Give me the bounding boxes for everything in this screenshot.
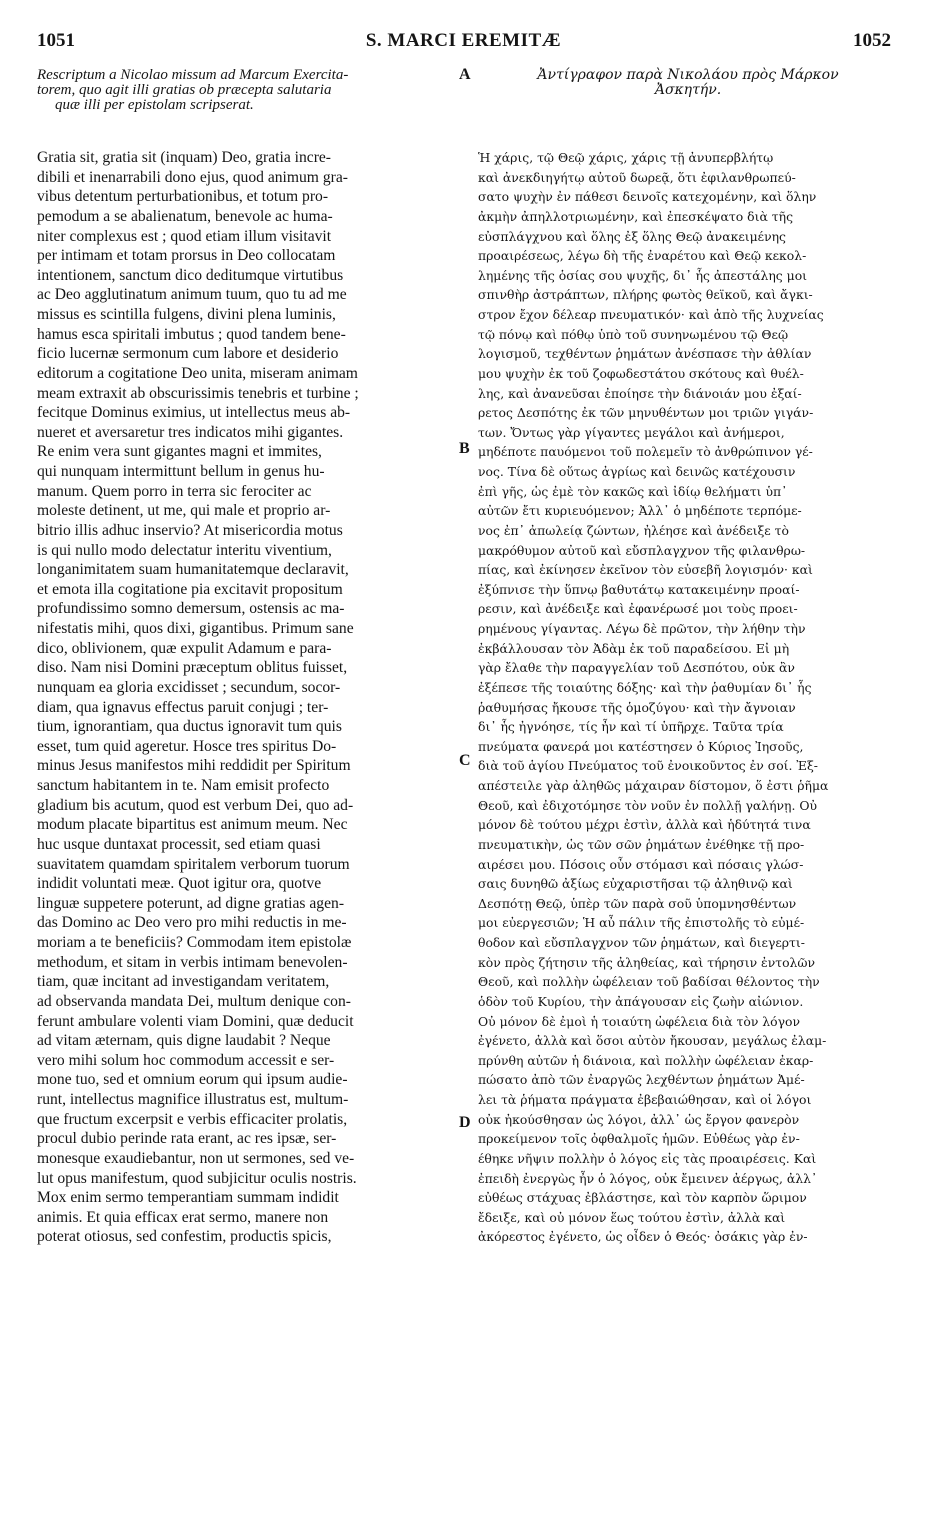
margin-marker-c: C [459,752,471,769]
greek-text-line: κὸν πρὸς ζήτησιν τῆς ἀληθείας, καὶ τήρησιν ἐντολῶν [478,954,816,970]
latin-text-line: lut opus manifestum, quod subjicitur oculis nostris. [37,1169,357,1187]
greek-text-line: πνευματικὴν, ὡς τῶν σῶν ῥημάτων ἐνέθηκε τῇ προ- [478,836,805,852]
latin-text-line: procul dubio perinde rata erant, ac res ipsæ, ser- [37,1130,337,1148]
latin-text-line: vibus detentum perturbationibus, et totum pro- [37,188,329,206]
latin-text-line: dico, oblivionem, quæ expulit Adamum e para- [37,639,332,657]
greek-text-line: ἐκβάλλουσαν τὸν Ἀδὰμ ἐκ τοῦ παραδείσου. Εἰ μὴ [478,640,790,656]
greek-text-line: πώσατο ἀπὸ τῶν ἐναργῶς λεχθέντων ῥημάτων Ἀμέ- [478,1072,805,1088]
latin-heading-line: Rescriptum a Nicolao missum ad Marcum Exercita- [37,67,349,83]
latin-text-line: mone tuo, sed et omnium eorum qui ipsum audie- [37,1071,348,1089]
greek-text-line: σατο ψυχὴν ἐν πάθεσι δεινοῖς κατεχομένην, καὶ ὅλην [478,189,817,205]
margin-marker-a: A [459,66,471,83]
greek-text-line: σαις δυνηθῶ ἀξίως εὐχαριστῆσαι τῷ ἀληθινῷ καὶ [478,876,793,892]
latin-text-line: das Domino ac Deo vero pro mihi reductis in me- [37,914,347,932]
greek-text-line: θοδον καὶ εὔσπλαγχνον τῶν ῥημάτων, καὶ διεγερτι- [478,935,805,950]
greek-text-line: ἐπὶ γῆς, ὡς ἐμὲ τὸν κακῶς καὶ ἰδίῳ θελήματι ὑπ᾽ [478,483,788,499]
latin-text-line: diso. Nam nisi Domini præceptum oblitus fuisset, [37,659,348,677]
latin-text-line: per intimam et totam prorsus in Deo collocatam [37,247,336,265]
greek-text-line: Δεσπότῃ Θεῷ, ὑπὲρ τῶν παρὰ σοῦ ὑπομνησθέντων [478,895,797,911]
latin-text-line: indidit voluntati meæ. Quot igitur ora, quotve [37,875,322,893]
greek-text-line: νος ἐπ᾽ ἀπωλείᾳ ζώντων, ἠλέησε καὶ ἀνέδειξε τὸ [478,522,789,538]
latin-text-line: Mox enim sermo temperantiam summam indidit [37,1189,339,1207]
greek-text-line: ρημένους γίγαντας. Λέγω δὲ πρῶτον, τὴν λήθην τὴν [478,621,806,636]
greek-text-line: μηδέποτε παυόμενοι τοῦ πολεμεῖν τὸ ἀνθρώπινον γέ- [478,444,813,460]
latin-text-line: Gratia sit, gratia sit (inquam) Deo, gratia incre- [37,149,332,166]
greek-text-line: εὐθέως στάχυας ἐβλάστησε, καὶ τὸν καρπὸν ὥριμον [478,1190,807,1206]
greek-text-line: έθηκε νῆψιν πολλὴν ὁ λόγος εἰς τὰς προαιρέσεις. Καὶ [478,1150,817,1166]
greek-text-line: ἐπειδὴ ἐνεργὼς ἦν ὁ λόγος, οὐκ ἔμεινεν ἀέργως, ἀλλ᾽ [478,1170,818,1186]
latin-text-line: hamus esca spiritali imbutus ; quod tandem bene- [37,325,346,343]
latin-text-line: esset, tum quid ageretur. Hosce tres spiritus Do- [37,737,337,755]
greek-heading-line: Ἀσκητήν. [654,82,722,98]
latin-text-line: et emota illa cogitatione pia excitavit propositum [37,580,343,598]
latin-text-line: pemodum a se abalienatum, benevole ac huma- [37,207,333,225]
latin-text-line: dibili et inenarrabili dono ejus, quod animum gra- [37,168,348,186]
greek-text-line: λει τὰ ῥήματα πράγματα ἐβεβαιώθησαν, καὶ οἱ λόγοι [478,1092,812,1107]
greek-text-line: καὶ ἀνεκδιηγήτῳ αὐτοῦ δωρεᾷ, ὅτι ἐφιλανθρωπεύ- [478,169,796,185]
latin-text-line: vero mihi solum hoc commodum accessit e ser- [37,1051,335,1069]
latin-text-line: tiam, quæ incitant ad investigandam veritatem, [37,973,330,991]
greek-text-line: Θεοῦ, καὶ ἐδιχοτόμησε τὸν νοῦν ἐν πολλῇ γαλήνῃ. Οὐ [478,797,818,813]
latin-text-line: ferunt ambulare volenti viam Domini, quæ deducit [37,1012,354,1030]
greek-text-line: πίας, καὶ ἐκίνησεν ἐκεῖνον τὸν εὐσεβῆ λογισμόν· καὶ [478,562,813,578]
latin-text-line: monesque exaudiebantur, non ut sermones, sed ve- [37,1149,355,1167]
greek-text-line: ἐξύπνισε τὴν ὕπνῳ βαθυτάτῳ κατακειμένην προαί- [478,581,800,597]
greek-text-line: ρετος Δεσπότης ἐκ τῶν μηνυθέντων μοι τριῶν γιγάν- [478,405,814,421]
latin-text-line: methodum, et sitam in verbis intimam benevolen- [37,953,348,971]
greek-text-line: νος. Τίνα δὲ οὕτως ἀγρίως καὶ δεινῶς κατέχουσιν [478,464,796,479]
latin-text-line: moriam a te beneficiis? Commodam item epistolæ [37,934,352,951]
latin-heading [37,68,452,113]
greek-heading-line: Ἀντίγραφον παρὰ Νικολάου πρὸς Μάρκον [537,67,839,83]
latin-text-line: suavitatem quamdam spiritalem verborum tuorum [37,855,350,873]
greek-text-line: στρον ἔχον δέλεαρ πνευματικόν· καὶ ἀπὸ τῆς λυχνείας [478,307,824,322]
latin-text-line: profundissimo somno demersum, ostensis ac ma- [37,600,345,618]
latin-text-line: tium, ignorantiam, qua ductus ignoravit tum quis [37,718,342,736]
greek-text-line: εὐσπλάγχνου καὶ ὅλης ἐξ ὅλης Θεῷ ἀνακειμένης [478,228,786,244]
greek-text-line: σπινθὴρ ἀστράπτων, πλήρης φωτὸς θεϊκοῦ, καὶ ἄγκι- [478,287,813,303]
greek-column [478,148,890,1247]
latin-text-line: gladium bis acutum, quod est verbum Dei, quo ad- [37,796,354,814]
margin-marker-d: D [459,1114,471,1131]
latin-text-line: sanctum habitantem in te. Nam emisit profecto [37,777,330,794]
greek-text-line: Θεοῦ, καὶ πολλὴν ὠφέλειαν τοῦ βαδίσαι θέλοντος τὴν [478,974,820,990]
greek-text-line: προκείμενον τοῖς ὀφθαλμοῖς ἡμῶν. Εὐθέως γὰρ ἐν- [478,1131,800,1147]
latin-text-line: animis. Et quia efficax erat sermo, manere non [37,1208,329,1226]
latin-text-line: Re enim vera sunt gigantes magni et immites, [37,443,322,461]
latin-text-line: editorum a cogitatione Deo unita, miseram animam [37,364,358,382]
greek-text-line: τῷ πόνῳ καὶ πόθῳ ὑπὸ τοῦ συνηνωμένου τῷ Θεῷ [478,326,789,342]
greek-text-line: Ἡ χάρις, τῷ Θεῷ χάρις, χάρις τῇ ἀνυπερβλήτῳ [478,150,774,165]
latin-text-line: nunquam ea gloria excidisset ; secundum, socor- [37,678,341,696]
latin-text-line: manum. Quem porro in terra sic ferociter ac [37,482,312,500]
left-page-number: 1051 [37,30,75,51]
latin-text-line: niter complexus est ; quod etiam illum visitavit [37,227,332,245]
latin-text-line: minus Jesus manifestos mihi reddidit per Spiritum [37,757,351,775]
greek-text-line: ἀκμὴν ἀπηλλοτριωμένην, καὶ ἐπεσκέψατο διὰ τῆς [478,208,794,224]
latin-text-line: nueret et aversaretur tres indicatos mihi gigantes. [37,423,344,441]
latin-text-line: ad observanda mandata Dei, multum denique con- [37,992,351,1010]
greek-text-line: μοι εὐεργεσιῶν; Ἡ αὖ πάλιν τῆς ἐπιστολῆς τὸ εὐμέ- [478,915,805,931]
latin-text-line: qui nunquam intermittunt bellum in genus hu- [37,463,325,480]
greek-text-line: λης, καὶ ἀνανεῦσαι ἐποίησε τὴν διάνοιάν μου ἐξαί- [478,385,802,401]
latin-text-line: longanimitatem suam humanitatemque declaravit, [37,561,349,579]
greek-text-line: λογισμοῦ, τεχθέντων ῥημάτων ἀνέσπασε τὴν ἀθλίαν [478,346,812,362]
latin-text-line: ac Deo agglutinatum animum tuum, quo tu ad me [37,286,347,304]
latin-text-line: is qui nullo modo delectatur interitu viventium, [37,541,332,559]
latin-text-line: meam extraxit ab obscurissimis tenebris et turbine ; [37,384,359,402]
greek-text-line: μόνον δὲ τούτου μέχρι ἐστὶν, ἀλλὰ καὶ ἡδύτητά τινα [478,817,811,833]
latin-text-line: modum placate bipartitus est animum meum. Nec [37,816,348,834]
greek-text-line: πνεύματα φανερά μοι κατέστησεν ὁ Κύριος Ἰησοῦς, [478,738,804,754]
latin-heading-line: torem, quo agit illi gratias ob præcepta salutaria [37,82,332,98]
greek-heading [488,68,888,98]
greek-text-line: απέστειλε γὰρ ἀληθῶς μάχαιραν δίστομον, ὅ ἐστι ῥῆμα [478,778,829,793]
greek-text-line: πρύνθη αὐτῶν ἡ διάνοια, καὶ πολλὴν ὠφέλειαν ἐκαρ- [478,1052,814,1068]
greek-text-line: ἀκόρεστος ἐγένετο, ὡς οἶδεν ὁ Θεός· ὀσάκις γὰρ ἐν- [478,1229,808,1245]
greek-text-line: προαιρέσεως, λέγω δὴ τῆς ἐναρέτου καὶ Θεῷ κεκολ- [478,248,807,264]
greek-text-line: αιρέσει μου. Πόσοις οὖν στόμασι καὶ πόσαις γλώσ- [478,856,804,872]
latin-heading-line: quæ illi per epistolam scripserat. [55,97,254,113]
greek-text-line: οὐκ ἠκούσθησαν ὡς λόγοι, ἀλλ᾽ ὡς ἔργον φανερὸν [478,1111,800,1127]
greek-text-line: γὰρ ἔλαθε τὴν παραγγελίαν τοῦ Δεσπότου, οὐκ ἂν [478,660,795,676]
greek-text-line: αὐτῶν ἔτι κυριευόμενον; Ἀλλ᾽ ὁ μηδέποτε τερπόμε- [478,503,802,519]
greek-text-line: ρεσιν, καὶ ἀνέδειξε καὶ ἐφανέρωσέ μοι τοὺς προει- [478,601,798,617]
latin-text-line: poterat otiosus, sed confestim, productis spicis, [37,1228,332,1246]
latin-column [37,148,455,1247]
right-page-number: 1052 [853,30,891,51]
greek-text-line: ἔδειξε, καὶ οὐ μόνον ἕως τούτου ἐστὶν, ἀλλὰ καὶ [478,1209,786,1225]
greek-text-line: των. Ὄντως γὰρ γίγαντες μεγάλοι καὶ ἀνήμεροι, [478,424,785,440]
greek-text-line: μου ψυχὴν ἐκ τοῦ ζοφωδεστάτου σκότους καὶ θυέλ- [478,365,804,381]
latin-text-line: fecitque Dominus eximius, ut intellectus meus ab- [37,404,351,422]
greek-text-line: λημένης τῆς ὁσίας σου ψυχῆς, δι᾽ ἧς ἀπεστάλης μοι [478,267,808,283]
latin-text-line: ad vitam æternam, quis digne laudabit ? Neque [37,1032,331,1050]
greek-text-line: δι᾽ ἧς ἠγνόησε, τίς ἦν καὶ τί ὑπῆρχε. Ταῦτα τρία [478,719,784,735]
greek-text-line: μακρόθυμον αὐτοῦ καὶ εὔσπλαγχνον τῆς φιλανθρω- [478,542,806,558]
latin-text-line: missus es scintilla fulgens, divini plena luminis, [37,306,336,323]
margin-marker-b: B [459,440,470,457]
latin-text-line: huc usque duntaxat processit, sed etiam quasi [37,835,321,853]
greek-text-line: διὰ τοῦ ἁγίου Πνεύματος τοῦ ἐνοικοῦντος ἐν σοί. Ἐξ- [478,758,818,774]
greek-text-line: ἐγένετο, ἀλλὰ καὶ ὅσοι αὐτὸν ἤκουσαν, μεγάλως ἐλαμ- [478,1033,827,1049]
latin-text-line: linguæ suppetere poterunt, ad digne gratias agen- [37,894,345,912]
latin-text-line: intentionem, sanctum dico deditumque virtutibus [37,266,344,284]
latin-text-line: runt, intellectus magnifice illustratus est, multum- [37,1091,349,1108]
greek-text-line: ῥαθυμήσας ἤκουσε τῆς ὁμοζύγου· καὶ τὴν ἄγνοιαν [478,699,796,715]
latin-text-line: que fructum excerpsit e verbis efficaciter prolatis, [37,1110,348,1128]
greek-text-line: Οὐ μόνον δὲ ἐμοὶ ἡ τοιαύτη ὠφέλεια διὰ τὸν λόγον [478,1013,801,1029]
latin-text-line: bitrio illis adhuc inservio? At misericordia motus [37,521,343,539]
greek-text-line: ὁδὸν τοῦ Κυρίου, τὴν ἀπάγουσαν εἰς ζωὴν αἰώνιον. [478,993,804,1009]
latin-text-line: moleste detinent, ut me, qui male et proprio ar- [37,502,331,520]
latin-text-line: diam, qua ignavus effectus paruit conjugi ; ter- [37,698,329,716]
latin-text-line: ficio lucernæ sermonum cum labore et desiderio [37,345,339,363]
running-title: S. MARCI EREMITÆ [365,30,562,51]
page-header [0,30,927,58]
greek-text-line: ἐξέπεσε τῆς τοιαύτης δόξης· καὶ τὴν ῥαθυμίαν δι᾽ ἧς [478,679,812,695]
latin-text-line: nifestatis mihi, quos dixi, gigantibus. Primum sane [37,620,354,637]
